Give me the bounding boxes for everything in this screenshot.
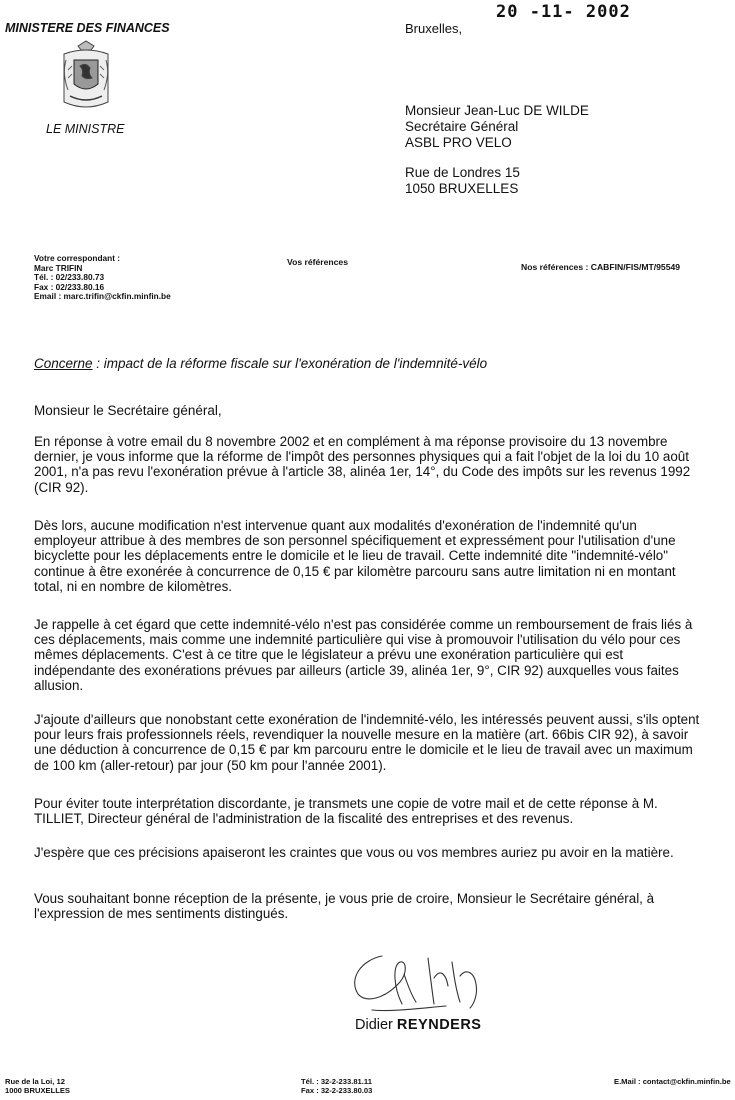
- recipient-org: ASBL PRO VELO: [405, 135, 512, 150]
- recipient-name: Monsieur Jean-Luc DE WILDE: [405, 103, 589, 118]
- recipient-title: Secrétaire Général: [405, 119, 519, 134]
- recipient-city: 1050 BRUXELLES: [405, 181, 519, 196]
- recipient-street-block: [405, 165, 520, 197]
- recipient-street: Rue de Londres 15: [405, 165, 520, 180]
- paragraph-7: Vous souhaitant bonne réception de la présente, je vous prie de croire, Monsieur le Secrétaire général, à l'expression de mes sentiments distingués.: [34, 891, 655, 922]
- footer-email: E.Mail : contact@ckfin.minfin.be: [614, 1077, 731, 1086]
- your-references: Vos références: [287, 257, 348, 267]
- ministry-name: MINISTERE DES FINANCES: [5, 21, 170, 35]
- correspondent-block: [34, 254, 171, 302]
- correspondent-fax: Fax : 02/233.80.16: [34, 281, 105, 292]
- paragraph-1: En réponse à votre email du 8 novembre 2002 et en complément à ma réponse provisoire du 13 novembre dernier, je vous informe que la réforme de l'impôt des personnes physiques qui a fait l'objet de la loi du 10 août 2001, n'a pas revu l'exonération prévue à l'article 38, alinéa 1er, 14°, du Code des impôts sur les revenus 1992 (CIR 92).: [34, 434, 691, 495]
- paragraph-2: Dès lors, aucune modification n'est intervenue quant aux modalités d'exonération de l'indemnité qu'un employeur attribue à des membres de son personnel spécifiquement et expressément pour l'utilisation d'une bicyclette pour les déplacements entre le domicile et le lieu de travail. Cette indemnité dite "indemnité-vélo" continue à être exonérée à concurrence de 0,15 € par kilomètre parcouru sans autre limitation ni en montant total, ni en nombre de kilomètres.: [34, 518, 676, 594]
- paragraph-4: J'ajoute d'ailleurs que nonobstant cette exonération de l'indemnité-vélo, les intéressés peuvent aussi, s'ils optent pour leurs frais professionnels réels, revendiquer la nouvelle mesure en la matière (art. 66bis CIR 92), à savoir une déduction à concurrence de 0,15 € par km parcouru entre le domicile et le lieu de travail avec un maximum de 100 km (aller-retour) par jour (50 km pour l'année 2001).: [34, 712, 700, 773]
- footer-address: [5, 1077, 70, 1095]
- handwritten-signature-icon: [342, 938, 502, 1018]
- subject-line: [34, 356, 487, 371]
- subject-label: Concerne: [34, 356, 93, 371]
- paragraph-3: Je rappelle à cet égard que cette indemnité-vélo n'est pas considérée comme un remboursement de frais liés à ces déplacements, mais comme une indemnité particulière qui vise à promouvoir l'utilisation du vélo pour ces mêmes déplacements. C'est à ce titre que le législateur a prévu une exonération particulière qui est indépendante des exonérations prévues par ailleurs (article 39, alinéa 1er, 9°, CIR 92) auxquelles vous faites allusion.: [34, 617, 693, 693]
- recipient-address: [405, 103, 589, 151]
- footer-address-line1: Rue de la Loi, 12: [5, 1077, 65, 1086]
- our-references: Nos références : CABFIN/FIS/MT/95549: [521, 262, 681, 272]
- paragraph-6: J'espère que ces précisions apaiseront les craintes que vous ou vos membres auriez pu avoir en la matière.: [34, 845, 674, 860]
- signatory-name: [355, 1017, 481, 1033]
- stamped-date: 20 -11- 2002: [496, 2, 631, 22]
- signatory-first-name: Didier: [355, 1017, 393, 1033]
- correspondent-tel: Tél. : 02/233.80.73: [34, 272, 105, 283]
- salutation: Monsieur le Secrétaire général,: [34, 403, 222, 418]
- correspondent-name: Marc TRIFIN: [34, 262, 83, 273]
- place-label: Bruxelles,: [405, 21, 463, 36]
- correspondent-label: Votre correspondant :: [34, 253, 121, 263]
- signatory-last-name: REYNDERS: [396, 1017, 482, 1033]
- paragraph-5: Pour éviter toute interprétation discordante, je transmets une copie de votre mail et de cette réponse à M. TILLIET, Directeur général de l'administration de la fiscalité des entreprises et des revenus.: [34, 796, 658, 827]
- minister-title: LE MINISTRE: [46, 122, 125, 136]
- correspondent-email: Email : marc.trifin@ckfin.minfin.be: [34, 291, 171, 302]
- footer-phone: [301, 1077, 372, 1095]
- footer-tel: Tél. : 32-2-233.81.11: [301, 1077, 372, 1086]
- footer-fax: Fax : 32-2-233.80.03: [301, 1086, 373, 1095]
- subject-text: : impact de la réforme fiscale sur l'exonération de l'indemnité-vélo: [92, 356, 488, 371]
- belgian-coat-of-arms-icon: [58, 40, 114, 112]
- footer-address-line2: 1000 BRUXELLES: [5, 1086, 70, 1095]
